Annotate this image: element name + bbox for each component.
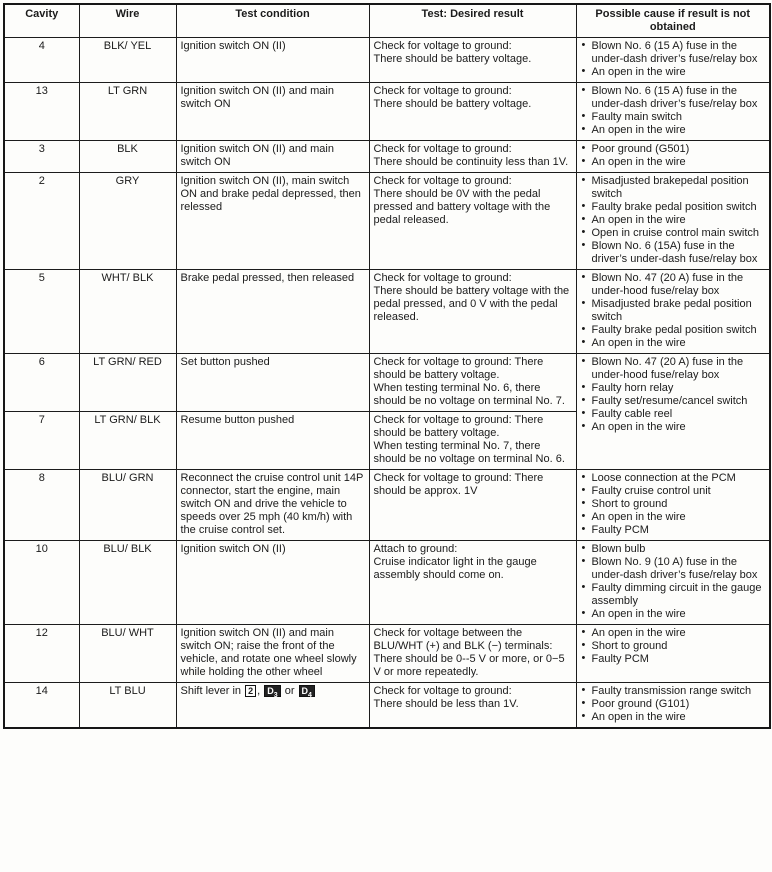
cause-item: • Faulty dimming circuit in the gauge assembly (581, 582, 766, 608)
result-line: Attach to ground: (373, 543, 458, 555)
result-line: When testing terminal No. 6, there should be no voltage on terminal No. 7. (373, 382, 565, 407)
result-line: Check for voltage to ground: (373, 85, 512, 97)
desired-result-cell (369, 625, 576, 683)
test-condition-cell: Shift lever in 2 , $D_3$ or $D_4$ (176, 683, 369, 729)
header-wire: Wire (79, 4, 176, 38)
test-condition-cell: Reconnect the cruise control unit 14P connector, start the engine, main switch ON and drive the vehicle to speeds over 25 mph (40 km/h) with the cruise control set. (176, 470, 369, 541)
wire-cell: BLU/ BLK (79, 541, 176, 625)
cause-item: • Blown No. 6 (15 A) fuse in the under-dash driver’s fuse/relay box (581, 40, 766, 66)
result-line: Check for voltage to ground: (373, 272, 512, 284)
desired-result-cell (369, 173, 576, 270)
cause-item: • An open in the wire (581, 337, 766, 350)
result-line: There should be battery voltage. (373, 53, 532, 65)
cause-item: • Faulty horn relay (581, 382, 766, 395)
table-row (4, 141, 770, 173)
result-line: Check for voltage between the BLU/WHT (+) and BLK (−) terminals: (373, 627, 553, 652)
cavity-cell: 10 (4, 541, 79, 625)
desired-result-cell (369, 38, 576, 83)
wire-cell: BLU/ WHT (79, 625, 176, 683)
wire-cell: LT GRN/ RED (79, 354, 176, 412)
desired-result-cell (369, 683, 576, 729)
desired-result-cell (369, 541, 576, 625)
cause-item: • Poor ground (G101) (581, 698, 766, 711)
cavity-cell: 13 (4, 83, 79, 141)
header-desired-result: Test: Desired result (369, 4, 576, 38)
cause-item: • Faulty transmission range switch (581, 685, 766, 698)
table-row (4, 38, 770, 83)
cavity-cell: 12 (4, 625, 79, 683)
cause-item: • An open in the wire (581, 214, 766, 227)
cause-item: • An open in the wire (581, 711, 766, 724)
table-row (4, 83, 770, 141)
cause-item: • Faulty PCM (581, 653, 766, 666)
cause-item: • An open in the wire (581, 421, 766, 434)
possible-causes-cell (576, 173, 770, 270)
cause-item: • An open in the wire (581, 156, 766, 169)
test-condition-cell: Resume button pushed (176, 412, 369, 470)
test-condition-cell: Ignition switch ON (II) and main switch ON; raise the front of the vehicle, and rotate one wheel slowly while holding the other wheel (176, 625, 369, 683)
table-row (4, 354, 770, 412)
possible-causes-cell (576, 83, 770, 141)
result-line: Check for voltage to ground: There should be battery voltage. (373, 414, 544, 439)
result-line: There should be less than 1V. (373, 698, 519, 710)
cavity-cell: 8 (4, 470, 79, 541)
possible-causes-cell (576, 470, 770, 541)
table-row (4, 270, 770, 354)
cause-item: • Blown No. 6 (15 A) fuse in the under-dash driver’s fuse/relay box (581, 85, 766, 111)
desired-result-cell (369, 141, 576, 173)
result-line: There should be 0--5 V or more, or 0−5 V or more repeatedly. (373, 653, 565, 678)
cavity-cell: 7 (4, 412, 79, 470)
header-row (4, 4, 770, 38)
table-row (4, 683, 770, 729)
wire-cell: LT BLU (79, 683, 176, 729)
header-cavity: Cavity (4, 4, 79, 38)
table-row (4, 625, 770, 683)
table-header (4, 4, 770, 38)
cause-item: • Faulty PCM (581, 524, 766, 537)
result-line: Cruise indicator light in the gauge assembly should come on. (373, 556, 537, 581)
test-condition-cell: Ignition switch ON (II) and main switch ON (176, 141, 369, 173)
test-condition-cell: Set button pushed (176, 354, 369, 412)
possible-causes-cell (576, 270, 770, 354)
test-condition-cell: Ignition switch ON (II) (176, 38, 369, 83)
result-line: Check for voltage to ground: (373, 175, 512, 187)
test-condition-cell: Ignition switch ON (II) (176, 541, 369, 625)
cause-item: • Blown No. 6 (15A) fuse in the driver’s under-dash fuse/relay box (581, 240, 766, 266)
table-row (4, 470, 770, 541)
test-condition-cell: Brake pedal pressed, then released (176, 270, 369, 354)
possible-causes-cell (576, 141, 770, 173)
test-condition-cell: Ignition switch ON (II) and main switch ON (176, 83, 369, 141)
wire-cell: WHT/ BLK (79, 270, 176, 354)
wire-cell: BLU/ GRN (79, 470, 176, 541)
cause-item: • Faulty brake pedal position switch (581, 201, 766, 214)
cause-item: • An open in the wire (581, 608, 766, 621)
desired-result-cell (369, 83, 576, 141)
possible-causes-cell (576, 625, 770, 683)
cause-item: • Faulty cruise control unit (581, 485, 766, 498)
result-line: There should be continuity less than 1V. (373, 156, 569, 168)
result-line: Check for voltage to ground: (373, 685, 512, 697)
cause-item: • Poor ground (G501) (581, 143, 766, 156)
wire-cell: GRY (79, 173, 176, 270)
troubleshooting-table (3, 3, 771, 729)
shift-position-2-icon: 2 (245, 685, 256, 697)
result-line: Check for voltage to ground: (373, 40, 512, 52)
possible-causes-cell (576, 683, 770, 729)
cause-item: • Blown No. 47 (20 A) fuse in the under-hood fuse/relay box (581, 272, 766, 298)
cause-item: • Short to ground (581, 640, 766, 653)
table-body (4, 38, 770, 729)
cavity-cell: 3 (4, 141, 79, 173)
wire-cell: LT GRN/ BLK (79, 412, 176, 470)
cause-item: • Short to ground (581, 498, 766, 511)
cause-item: • Open in cruise control main switch (581, 227, 766, 240)
result-line: There should be 0V with the pedal pressed and battery voltage with the pedal released. (373, 188, 551, 226)
result-line: Check for voltage to ground: There should be battery voltage. (373, 356, 544, 381)
cause-item: • Faulty cable reel (581, 408, 766, 421)
result-line: When testing terminal No. 7, there should be no voltage on terminal No. 6. (373, 440, 565, 465)
cavity-cell: 5 (4, 270, 79, 354)
wire-cell: BLK (79, 141, 176, 173)
wire-cell: BLK/ YEL (79, 38, 176, 83)
cavity-cell: 6 (4, 354, 79, 412)
result-line: There should be battery voltage. (373, 98, 532, 110)
cavity-cell: 14 (4, 683, 79, 729)
cause-item: • Blown bulb (581, 543, 766, 556)
cause-item: • Faulty set/resume/cancel switch (581, 395, 766, 408)
desired-result-cell (369, 412, 576, 470)
table-row (4, 541, 770, 625)
cause-item: • Blown No. 9 (10 A) fuse in the under-dash driver’s fuse/relay box (581, 556, 766, 582)
header-possible-cause: Possible cause if result is not obtained (576, 4, 770, 38)
cause-item: • An open in the wire (581, 124, 766, 137)
cause-item: • An open in the wire (581, 627, 766, 640)
cavity-cell: 2 (4, 173, 79, 270)
result-line: There should be battery voltage with the pedal pressed, and 0 V with the pedal released. (373, 285, 570, 323)
result-line: Check for voltage to ground: (373, 143, 512, 155)
desired-result-cell (369, 354, 576, 412)
cause-item: • Blown No. 47 (20 A) fuse in the under-hood fuse/relay box (581, 356, 766, 382)
desired-result-cell (369, 270, 576, 354)
header-test-condition: Test condition (176, 4, 369, 38)
desired-result-cell (369, 470, 576, 541)
wire-cell: LT GRN (79, 83, 176, 141)
cause-item: • Faulty brake pedal position switch (581, 324, 766, 337)
shift-position-d3-icon: $D_3$ (264, 685, 280, 697)
table-row (4, 173, 770, 270)
cause-item: • An open in the wire (581, 511, 766, 524)
cavity-cell: 4 (4, 38, 79, 83)
cause-item: • An open in the wire (581, 66, 766, 79)
cause-item: • Misadjusted brakepedal position switch (581, 175, 766, 201)
cause-item: • Faulty main switch (581, 111, 766, 124)
possible-causes-cell (576, 541, 770, 625)
cause-item: • Misadjusted brake pedal position switch (581, 298, 766, 324)
possible-causes-cell (576, 354, 770, 470)
shift-position-d4-icon: $D_4$ (299, 685, 315, 697)
result-line: Check for voltage to ground: There should be approx. 1V (373, 472, 544, 497)
cause-item: • Loose connection at the PCM (581, 472, 766, 485)
test-condition-cell: Ignition switch ON (II), main switch ON and brake pedal depressed, then relessed (176, 173, 369, 270)
possible-causes-cell (576, 38, 770, 83)
